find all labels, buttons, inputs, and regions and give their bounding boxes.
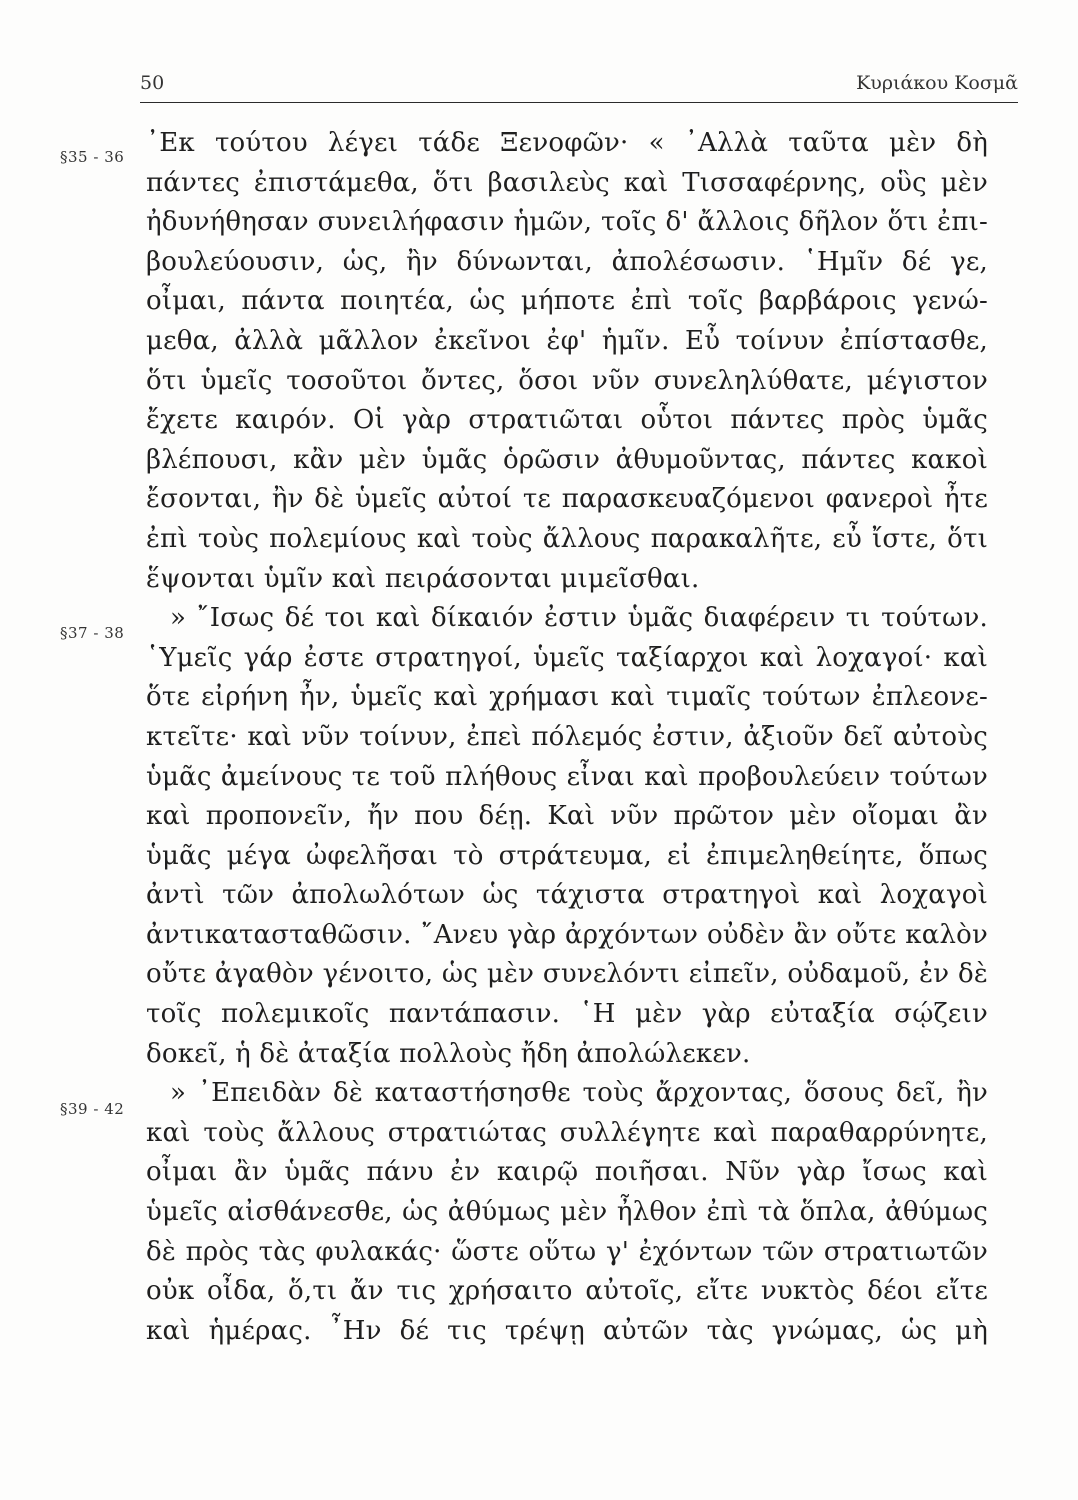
text-line: ὑμεῖς αἰσθάνεσθε, ὡς ἀθύμως μὲν ἦλθον ἐπὶ τὰ ὅπλα, ἀθύμως xyxy=(146,1197,988,1228)
text-line: καὶ τοὺς ἄλλους στρατιώτας συλλέγητε καὶ παραθαρρύνητε, xyxy=(146,1117,988,1148)
text-line: δὲ πρὸς τὰς φυλακάς· ὥστε οὕτω γ' ἐχόντων τῶν στρατιωτῶν xyxy=(146,1236,988,1267)
text-line: πάντες ἐπιστάμεθα, ὅτι βασιλεὺς καὶ Τισσαφέρνης, οὓς μὲν xyxy=(146,167,988,198)
text-line: ἀντικατασταθῶσιν. ῎Ανευ γὰρ ἀρχόντων οὐδὲν ἂν οὔτε καλὸν xyxy=(146,919,988,950)
text-line: ἀντὶ τῶν ἀπολωλότων ὡς τάχιστα στρατηγοὶ καὶ λοχαγοὶ xyxy=(146,880,988,911)
text-line: δοκεῖ, ἡ δὲ ἀταξία πολλοὺς ἤδη ἀπολώλεκεν. xyxy=(146,1038,751,1069)
text-line: ὅτι ὑμεῖς τοσοῦτοι ὄντες, ὅσοι νῦν συνεληλύθατε, μέγιστον xyxy=(146,365,988,396)
text-line: ῾Υμεῖς γάρ ἐστε στρατηγοί, ὑμεῖς ταξίαρχοι καὶ λοχαγοί· καὶ xyxy=(146,642,988,673)
text-line: τοῖς πολεμικοῖς παντάπασιν. ῾Η μὲν γὰρ εὐταξία σῴζειν xyxy=(146,999,988,1030)
text-line: οἶμαι, πάντα ποιητέα, ὡς μήποτε ἐπὶ τοῖς βαρβάροις γενώ- xyxy=(146,286,988,317)
text-line: βουλεύουσιν, ὡς, ἢν δύνωνται, ἀπολέσωσιν. ῾Ημῖν δέ γε, xyxy=(146,246,988,277)
text-line: κτεῖτε· καὶ νῦν τοίνυν, ἐπεὶ πόλεμός ἐστιν, ἀξιοῦν δεῖ αὐτοὺς xyxy=(146,721,988,752)
text-line: ἕψονται ὑμῖν καὶ πειράσονται μιμεῖσθαι. xyxy=(146,563,700,594)
main-text xyxy=(146,124,988,1351)
text-line: » ῎Ισως δέ τοι καὶ δίκαιόν ἐστιν ὑμᾶς διαφέρειν τι τούτων. xyxy=(170,603,988,634)
text-line: ὑμᾶς μέγα ὠφελῆσαι τὸ στράτευμα, εἰ ἐπιμεληθείητε, ὅπως xyxy=(146,840,988,871)
text-line: ὅτε εἰρήνη ἦν, ὑμεῖς καὶ χρήμασι καὶ τιμαῖς τούτων ἐπλεονε- xyxy=(146,682,988,713)
text-line: ἠδυνήθησαν συνειλήφασιν ἡμῶν, τοῖς δ' ἄλλοις δῆλον ὅτι ἐπι- xyxy=(146,207,988,238)
section-marker-35-36: §35 - 36 xyxy=(60,148,125,166)
text-line: οὐκ οἶδα, ὅ,τι ἄν τις χρήσαιτο αὐτοῖς, εἴτε νυκτὸς δέοι εἴτε xyxy=(146,1276,988,1307)
text-line: οὔτε ἀγαθὸν γένοιτο, ὡς μὲν συνελόντι εἰπεῖν, οὐδαμοῦ, ἐν δὲ xyxy=(146,959,988,990)
text-line: καὶ ἡμέρας. ῏Ην δέ τις τρέψῃ αὐτῶν τὰς γνώμας, ὡς μὴ xyxy=(146,1315,988,1346)
text-line: ὑμᾶς ἀμείνους τε τοῦ πλήθους εἶναι καὶ προβουλεύειν τούτων xyxy=(146,761,988,792)
section-marker-37-38: §37 - 38 xyxy=(60,624,125,642)
text-line: » ᾿Επειδὰν δὲ καταστήσησθε τοὺς ἄρχοντας, ὅσους δεῖ, ἢν xyxy=(170,1078,988,1109)
text-line: βλέπουσι, κἂν μὲν ὑμᾶς ὁρῶσιν ἀθυμοῦντας, πάντες κακοὶ xyxy=(146,444,988,475)
text-line: οἶμαι ἂν ὑμᾶς πάνυ ἐν καιρῷ ποιῆσαι. Νῦν γὰρ ἴσως καὶ xyxy=(146,1157,988,1188)
text-line: ἐπὶ τοὺς πολεμίους καὶ τοὺς ἄλλους παρακαλῆτε, εὖ ἴστε, ὅτι xyxy=(146,523,988,554)
running-head xyxy=(140,68,1018,103)
running-title: Κυριάκου Κοσμᾶ xyxy=(856,72,1018,94)
text-line: ᾿Εκ τούτου λέγει τάδε Ξενοφῶν· « ᾿Αλλὰ ταῦτα μὲν δὴ xyxy=(146,128,988,158)
page-number: 50 xyxy=(140,72,165,94)
text-line: καὶ προπονεῖν, ἤν που δέῃ. Καὶ νῦν πρῶτον μὲν οἴομαι ἂν xyxy=(146,801,988,832)
text-line: ἔσονται, ἢν δὲ ὑμεῖς αὐτοί τε παρασκευαζόμενοι φανεροὶ ἦτε xyxy=(146,484,988,515)
text-line: ἔχετε καιρόν. Οἱ γὰρ στρατιῶται οὗτοι πάντες πρὸς ὑμᾶς xyxy=(146,405,988,436)
section-marker-39-42: §39 - 42 xyxy=(60,1100,125,1118)
text-line: μεθα, ἀλλὰ μᾶλλον ἐκεῖνοι ἐφ' ἡμῖν. Εὖ τοίνυν ἐπίστασθε, xyxy=(146,325,988,356)
